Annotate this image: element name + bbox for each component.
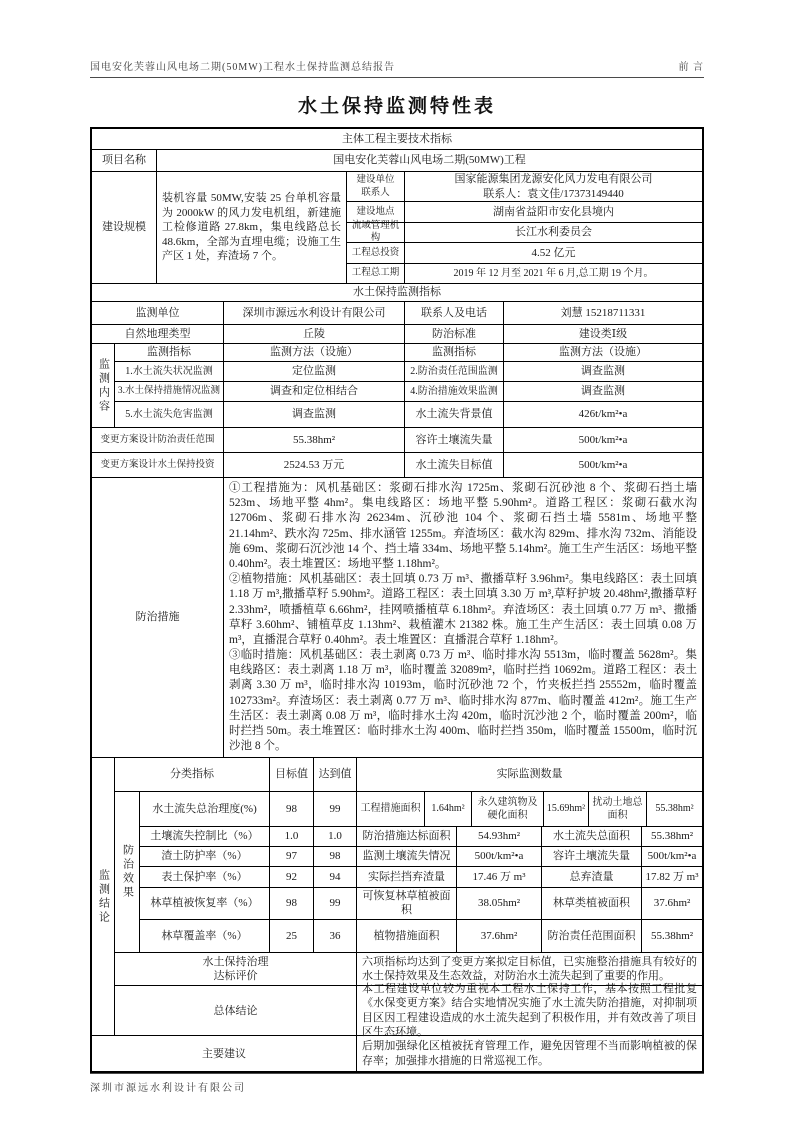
suggestion-row — [92, 1036, 702, 1071]
monitor-content-block — [92, 344, 702, 428]
e2-c3: 水土流失总面积 — [542, 827, 642, 847]
investment-label: 工程总投资 — [347, 243, 405, 264]
geo-type-value: 丘陵 — [224, 325, 405, 344]
content-r3c1: 5.水土流失危害监测 — [115, 402, 224, 428]
e1-c1: 工程措施面积 — [357, 792, 425, 827]
page-header — [90, 58, 704, 78]
e6-name: 林草覆盖率（%） — [140, 920, 270, 953]
allowed-loss-label: 容许土壤流失量 — [405, 428, 504, 453]
e5-c3: 林草类植被面积 — [542, 888, 642, 920]
e6-c4: 55.38hm² — [642, 920, 702, 953]
measures-text — [224, 478, 702, 758]
duration-label: 工程总工期 — [347, 264, 405, 285]
e3-target: 97 — [270, 847, 314, 867]
content-row-2 — [115, 382, 702, 402]
measures-paragraph-3: ③临时措施：风机基础区：表土剥离 0.73 万 m³、临时排水沟 5513m，临时覆盖 5628m²。集电线路区：表土剥离 1.18 万 m³，临时覆盖 32089m²，临时拦挡 10692m。道路工程区：表土剥离 3.30 万 m³，临时排水沟 10193m，临时沉砂池 72 个，竹夹板拦挡 25552m，临时覆盖 102733m²。弃渣场区：表土剥离 0.77 万 m³、临时排水沟 877m、临时覆盖 412m²。施工生产生活区：表土剥离 0.08 万 m³，临时排水土沟 420m，临时沉沙池 2 个，临时覆盖 200m²，临时拦挡 50m。表土堆置区：临时排水土沟 400m、临时拦挡 350m，临时覆盖 15500m，临时沉沙池 8 个。 — [229, 649, 697, 753]
info-row-contact — [347, 172, 702, 202]
content-h4: 监测方法（设施） — [504, 344, 702, 362]
e4-c2: 17.46 万 m³ — [457, 867, 542, 888]
location-label: 建设地点 — [347, 202, 405, 223]
e5-name: 林草植被恢复率（%） — [140, 888, 270, 920]
contact-label: 建设单位 联系人 — [347, 172, 405, 202]
e6-c2: 37.6hm² — [457, 920, 542, 953]
content-r2c3: 4.防治措施效果监测 — [405, 382, 504, 402]
e2-c2: 54.93hm² — [457, 827, 542, 847]
standard-value: 建设类Ⅰ级 — [504, 325, 702, 344]
project-name-row — [92, 150, 702, 172]
e5-c4: 37.6hm² — [642, 888, 702, 920]
scale-info-column — [347, 172, 702, 284]
footer-company: 深圳市源远水利设计有限公司 — [90, 1083, 246, 1095]
monitor-content-rows — [115, 344, 702, 428]
effect-h-target: 目标值 — [270, 758, 314, 792]
effect-header-row — [115, 758, 702, 792]
plan-invest-label: 变更方案设计水土保持投资 — [92, 453, 224, 478]
section1-header-row — [92, 129, 702, 150]
e3-achieved: 98 — [314, 847, 357, 867]
e4-c3: 总弃渣量 — [542, 867, 642, 888]
duration-value: 2019 年 12 月至 2021 年 6 月,总工期 19 个月。 — [405, 264, 702, 285]
e2-target: 1.0 — [270, 827, 314, 847]
standard-label: 防治标准 — [405, 325, 504, 344]
e6-achieved: 36 — [314, 920, 357, 953]
monitor-unit-row — [92, 302, 702, 325]
content-h3: 监测指标 — [405, 344, 504, 362]
monitor-phone-value: 刘慧 15218711331 — [504, 302, 702, 325]
effect-label: 防治效果 — [115, 792, 140, 953]
e5-c1: 可恢复林草植被面积 — [357, 888, 457, 920]
plan-scope-label: 变更方案设计防治责任范围 — [92, 428, 224, 453]
content-r1c1: 1.水土流失状况监测 — [115, 362, 224, 382]
measures-row — [92, 478, 702, 758]
effect-row-5 — [140, 888, 702, 920]
conclusion-rows — [115, 758, 702, 1039]
e6-c3: 防治责任范围面积 — [542, 920, 642, 953]
e6-target: 25 — [270, 920, 314, 953]
basin-value: 长江水利委员会 — [405, 223, 702, 244]
info-row-basin — [347, 220, 702, 244]
contact-value: 国家能源集团龙源安化风力发电有限公司 联系人：袁文佳/17373149440 — [405, 172, 702, 202]
monitor-content-label: 监测内容 — [92, 344, 115, 428]
scale-row — [92, 172, 702, 284]
e1-c6: 55.38hm² — [647, 792, 702, 827]
effect-row-4 — [140, 867, 702, 888]
content-r3c3: 水土流失背景值 — [405, 402, 504, 428]
overall-label: 总体结论 — [115, 986, 357, 1036]
header-section-label: 前 言 — [678, 62, 704, 73]
e5-c2: 38.05hm² — [457, 888, 542, 920]
e3-c2: 500t/km²•a — [457, 847, 542, 867]
measures-paragraph-2: ②植物措施：风机基础区：表土回填 0.73 万 m³、撒播草籽 3.96hm²。集电线路区：表土回填 1.18 万 m³,撒播草籽 5.90hm²。道路工程区：表土回填 3.30 万 m³,草籽护坡 20.48hm²,撒播草籽 2.33hm²，喷播植草 6.66hm²，挂网喷播植草 6.18hm²。弃渣场区：表土回填 0.77 万 m³、撒播草籽 3.60hm²、铺植草皮 1.13hm²、栽植灌木 21382 株。施工生产生活区：表土回填 0.08 万 m³，直播混合草籽 0.40hm²。表土堆置区：直播混合草籽 1.18hm²。 — [229, 573, 697, 646]
e2-c4: 55.38hm² — [642, 827, 702, 847]
basin-label: 流域管理机构 — [347, 223, 405, 244]
footer-divider — [90, 1073, 704, 1074]
section1-title: 主体工程主要技术指标 — [92, 129, 702, 150]
effect-h-actual: 实际监测数量 — [357, 758, 702, 792]
section2-title: 水土保持监测指标 — [92, 284, 702, 302]
conclusion-block — [92, 758, 702, 1039]
effect-row-1 — [140, 792, 702, 827]
plan-invest-value: 2524.53 万元 — [224, 453, 405, 478]
location-value: 湖南省益阳市安化县境内 — [405, 202, 702, 223]
overall-text: 本工程建设单位较为重视本工程水土保持工作，基本按照工程批复《水保变更方案》结合实地情况实施了水土流失防治措施，对抑制项目区因工程建设造成的水土流失起到了积极作用，并有效改善了项目区生态环境。 — [357, 986, 702, 1036]
evaluation-text: 六项指标均达到了变更方案拟定目标值，已实施整治措施具有较好的水土保持效果及生态效益，对防治水土流失起到了重要的作用。 — [357, 953, 702, 987]
e2-c1: 防治措施达标面积 — [357, 827, 457, 847]
content-h1: 监测指标 — [115, 344, 224, 362]
evaluation-label: 水土保持治理 达标评价 — [115, 953, 357, 987]
allowed-loss-value: 500t/km²•a — [504, 428, 702, 453]
e1-c2: 1.64hm² — [425, 792, 472, 827]
overall-row — [115, 982, 702, 1039]
monitor-unit-label: 监测单位 — [92, 302, 224, 325]
e1-c4: 15.69hm² — [544, 792, 589, 827]
content-header-row — [115, 344, 702, 362]
content-r1c2: 定位监测 — [224, 362, 405, 382]
geo-type-label: 自然地理类型 — [92, 325, 224, 344]
page-footer — [90, 1073, 704, 1144]
info-row-investment — [347, 243, 702, 264]
e1-achieved: 99 — [314, 792, 357, 827]
e5-target: 98 — [270, 888, 314, 920]
e1-c3: 永久建筑物及硬化面积 — [472, 792, 544, 827]
suggestion-text: 后期加强绿化区植被抚育管理工作，避免因管理不当而影响植被的保存率；加强排水措施的日常巡视工作。 — [362, 1040, 697, 1067]
scale-description: 装机容量 50MW,安装 25 台单机容量为 2000kW 的风力发电机组，新建施工检修道路 27.8km，集电线路总长 48.6km，全部为直埋电缆；设施工生产区 1 处，弃渣场 7 个。 — [157, 172, 347, 284]
e6-c1: 植物措施面积 — [357, 920, 457, 953]
content-r2c2: 调查和定位相结合 — [224, 382, 405, 402]
e4-name: 表土保护率（%） — [140, 867, 270, 888]
effect-row-3 — [140, 847, 702, 867]
e2-name: 土壤流失控制比（%） — [140, 827, 270, 847]
investment-value: 4.52 亿元 — [405, 243, 702, 264]
page-title: 水土保持监测特性表 — [297, 96, 496, 117]
content-r3c4: 426t/km²•a — [504, 402, 702, 428]
effect-row-2 — [140, 827, 702, 847]
e5-achieved: 99 — [314, 888, 357, 920]
section2-header-row — [92, 284, 702, 302]
content-r2c1: 3.水土保持措施情况监测 — [115, 382, 224, 402]
e3-c4: 500t/km²•a — [642, 847, 702, 867]
measures-paragraph-1: ①工程措施为：风机基础区：浆砌石排水沟 1725m、浆砌石沉砂池 8 个、浆砌石挡土墙 523m、场地平整 4hm²。集电线路区：场地平整 5.90hm²。道路工程区：浆砌石截水沟 12706m、浆砌石排水沟 26234m、沉砂池 104 个、浆砌石挡土墙 5581m、场地平整 21.14hm²、跌水沟 725m、排水涵管 1255m。弃渣场区：截水沟 829m、排水沟 732m、消能设施 69m、浆砌石沉沙池 14 个、挡土墙 334m、场地平整 5.14hm²。施工生产生活区：场地平整 0.40hm²。表土堆置区：场地平整 1.18hm²。 — [229, 482, 697, 570]
monitor-phone-label: 联系人及电话 — [405, 302, 504, 325]
e4-c1: 实际拦挡弃渣量 — [357, 867, 457, 888]
e4-achieved: 94 — [314, 867, 357, 888]
geo-type-row — [92, 325, 702, 344]
e1-target: 98 — [270, 792, 314, 827]
content-r1c3: 2.防治责任范围监测 — [405, 362, 504, 382]
e3-name: 渣土防护率（%） — [140, 847, 270, 867]
e1-c5: 扰动土地总面积 — [589, 792, 647, 827]
content-r3c2: 调查监测 — [224, 402, 405, 428]
conclusion-label: 监测结论 — [92, 758, 115, 1036]
e3-c1: 监测土壤流失情况 — [357, 847, 457, 867]
measures-label: 防治措施 — [92, 478, 224, 758]
e1-name: 水土流失总治理度(%) — [140, 792, 270, 827]
e4-target: 92 — [270, 867, 314, 888]
effect-body — [115, 792, 702, 953]
e2-achieved: 1.0 — [314, 827, 357, 847]
content-r2c4: 调查监测 — [504, 382, 702, 402]
effect-h-name: 分类指标 — [115, 758, 270, 792]
scale-label: 建设规模 — [92, 172, 157, 284]
target-loss-label: 水土流失目标值 — [405, 453, 504, 478]
effect-rows — [140, 792, 702, 953]
plan-invest-row — [92, 453, 702, 478]
characteristics-table — [90, 127, 704, 1073]
effect-row-6 — [140, 920, 702, 953]
content-row-1 — [115, 362, 702, 382]
monitor-unit-value: 深圳市源远水利设计有限公司 — [224, 302, 405, 325]
target-loss-value: 500t/km²•a — [504, 453, 702, 478]
project-name-label: 项目名称 — [92, 150, 157, 172]
header-report-title: 国电安化芙蓉山风电场二期(50MW)工程水土保持监测总结报告 — [90, 62, 395, 73]
content-h2: 监测方法（设施） — [224, 344, 405, 362]
project-name-value: 国电安化芙蓉山风电场二期(50MW)工程 — [157, 150, 702, 172]
content-r1c4: 调查监测 — [504, 362, 702, 382]
plan-scope-row — [92, 428, 702, 453]
content-row-3 — [115, 402, 702, 428]
info-row-duration — [347, 264, 702, 285]
effect-h-achieved: 达到值 — [314, 758, 357, 792]
plan-scope-value: 55.38hm² — [224, 428, 405, 453]
e3-c3: 容许土壤流失量 — [542, 847, 642, 867]
e4-c4: 17.82 万 m³ — [642, 867, 702, 888]
suggestion-label: 主要建议 — [92, 1036, 357, 1071]
